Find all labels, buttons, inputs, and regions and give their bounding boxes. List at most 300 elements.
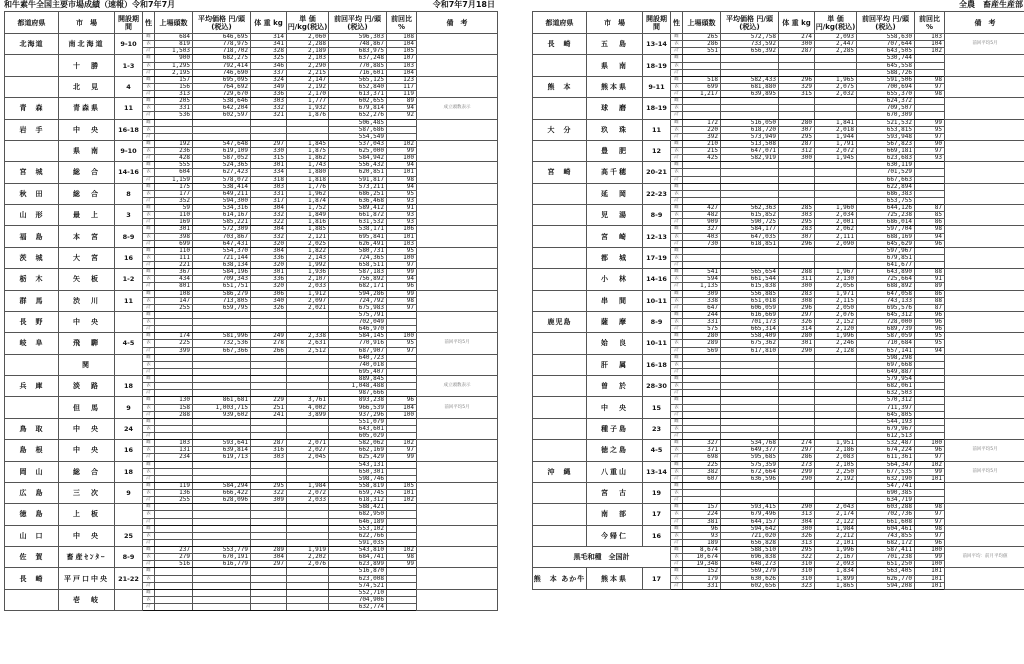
value-cell: [193, 383, 251, 390]
sex-label: 去: [143, 425, 155, 432]
period-cell: 12: [643, 140, 671, 161]
value-cell: 729,670: [193, 91, 251, 98]
sex-label: 去: [671, 447, 683, 454]
value-cell: 605,029: [329, 433, 387, 440]
value-cell: [683, 69, 721, 76]
value-cell: 229: [251, 397, 287, 404]
value-cell: 236: [155, 148, 193, 155]
market-name: 但 馬: [59, 397, 115, 418]
market-name: 総 合: [59, 461, 115, 482]
value-cell: 689,739: [857, 326, 915, 333]
value-cell: 1,951: [815, 440, 857, 447]
remarks-cell: [945, 247, 1024, 268]
value-cell: 313: [779, 511, 815, 518]
value-cell: 893,238: [329, 397, 387, 404]
value-cell: 1,944: [815, 133, 857, 140]
value-cell: 516,050: [721, 119, 779, 126]
value-cell: 2,027: [287, 447, 329, 454]
value-cell: 2,062: [815, 226, 857, 233]
value-cell: 381: [683, 518, 721, 525]
value-cell: 304: [251, 247, 287, 254]
value-cell: [193, 475, 251, 482]
table-row: [5, 34, 498, 41]
value-cell: [721, 98, 779, 105]
sex-label: 去: [671, 511, 683, 518]
sex-label: 計: [671, 240, 683, 247]
period-cell: 18-19: [643, 98, 671, 119]
table-row: [533, 376, 1024, 383]
value-cell: 103: [155, 440, 193, 447]
value-cell: 2,056: [815, 283, 857, 290]
value-cell: 700,694: [857, 83, 915, 90]
sex-label: 去: [143, 383, 155, 390]
value-cell: [287, 326, 329, 333]
sex-label: 去: [671, 532, 683, 539]
table-row: [533, 354, 1024, 361]
value-cell: 682,950: [329, 511, 387, 518]
value-cell: [193, 433, 251, 440]
value-cell: 725,664: [857, 276, 915, 283]
value-cell: 85: [915, 212, 945, 219]
remarks-cell: [417, 547, 498, 568]
value-cell: 584,177: [721, 226, 779, 233]
value-cell: 591,506: [857, 76, 915, 83]
pref-cell: 長 崎: [533, 34, 587, 55]
value-cell: [251, 126, 287, 133]
value-cell: [287, 354, 329, 361]
value-cell: 274: [779, 34, 815, 41]
value-cell: [779, 411, 815, 418]
period-cell: 12-13: [643, 226, 671, 247]
table-row: [5, 76, 498, 83]
market-name: 高千穂: [587, 162, 643, 183]
value-cell: 321: [251, 112, 287, 119]
value-cell: 311: [779, 276, 815, 283]
value-cell: 94: [387, 276, 417, 283]
sex-label: 雌: [143, 119, 155, 126]
value-cell: [915, 262, 945, 269]
market-name: 飛 騨: [59, 333, 115, 354]
table-row: [5, 440, 498, 447]
value-cell: 553,779: [193, 547, 251, 554]
pref-cell: [5, 140, 59, 161]
value-cell: 156: [155, 83, 193, 90]
value-cell: 641,677: [857, 262, 915, 269]
value-cell: [387, 511, 417, 518]
value-cell: 575,791: [329, 311, 387, 318]
pref-cell: 広 島: [5, 482, 59, 503]
value-cell: [779, 390, 815, 397]
table-row: [533, 504, 1024, 511]
value-cell: 521,532: [857, 119, 915, 126]
value-cell: 623,899: [329, 561, 387, 568]
value-cell: [815, 197, 857, 204]
sex-label: 計: [143, 497, 155, 504]
value-cell: 555: [155, 162, 193, 169]
remarks-cell: [417, 461, 498, 482]
value-cell: [155, 504, 193, 511]
period-cell: 11: [115, 98, 143, 119]
value-cell: 338: [683, 297, 721, 304]
value-cell: 300: [779, 155, 815, 162]
value-cell: [287, 433, 329, 440]
sex-label: 雌: [671, 205, 683, 212]
value-cell: 299: [779, 468, 815, 475]
value-cell: 336: [251, 254, 287, 261]
value-cell: [193, 354, 251, 361]
value-cell: 318: [251, 176, 287, 183]
remarks-cell: [417, 482, 498, 503]
sex-label: 計: [143, 561, 155, 568]
value-cell: [815, 169, 857, 176]
value-cell: 743,133: [857, 297, 915, 304]
value-cell: 101: [387, 233, 417, 240]
period-cell: [115, 354, 143, 375]
value-cell: [193, 461, 251, 468]
sex-label: 計: [671, 368, 683, 375]
remarks-cell: [945, 76, 1024, 97]
col-header-unit-price: 単 価 円/kg(税込): [287, 12, 329, 34]
col-header-prev-ratio: 前回比 %: [387, 12, 417, 34]
value-cell: [155, 354, 193, 361]
value-cell: [155, 525, 193, 532]
table-row: [5, 525, 498, 532]
value-cell: 646,970: [329, 326, 387, 333]
sex-label: 雌: [671, 525, 683, 532]
value-cell: 104: [387, 404, 417, 411]
market-name: 渋 川: [59, 290, 115, 311]
value-cell: 900: [155, 55, 193, 62]
sex-label: 計: [143, 539, 155, 546]
value-cell: 721,020: [721, 532, 779, 539]
value-cell: 100: [915, 561, 945, 568]
value-cell: 699: [683, 83, 721, 90]
value-cell: [779, 404, 815, 411]
value-cell: [155, 319, 193, 326]
value-cell: 778,975: [193, 41, 251, 48]
value-cell: 618,312: [329, 497, 387, 504]
market-name: 県 南: [587, 55, 643, 76]
value-cell: 100: [915, 440, 945, 447]
sex-label: 計: [671, 176, 683, 183]
market-name: 北 見: [59, 76, 115, 97]
value-cell: 594,642: [721, 525, 779, 532]
pref-cell: 大 分: [533, 119, 587, 140]
value-cell: 624,372: [857, 98, 915, 105]
value-cell: 224: [683, 511, 721, 518]
sex-label: 雌: [671, 55, 683, 62]
value-cell: [779, 482, 815, 489]
value-cell: 2,192: [287, 83, 329, 90]
remarks-cell: 成立頭数表示: [417, 98, 498, 119]
value-cell: [683, 176, 721, 183]
left-header: [4, 0, 497, 10]
value-cell: 587,183: [329, 269, 387, 276]
pref-cell: 長 崎: [5, 568, 59, 589]
value-cell: 620,851: [329, 169, 387, 176]
value-cell: 2,076: [815, 311, 857, 318]
value-cell: 649,887: [857, 368, 915, 375]
value-cell: 2,115: [815, 297, 857, 304]
remarks-cell: 前回平均5月: [945, 440, 1024, 461]
value-cell: 937,296: [329, 411, 387, 418]
value-cell: 636,468: [329, 197, 387, 204]
value-cell: 639,895: [721, 91, 779, 98]
value-cell: 570,312: [857, 397, 915, 404]
value-cell: 588,510: [721, 547, 779, 554]
value-cell: 95: [387, 247, 417, 254]
value-cell: 1,984: [815, 525, 857, 532]
value-cell: 625,429: [329, 454, 387, 461]
value-cell: [915, 112, 945, 119]
value-cell: [251, 461, 287, 468]
value-cell: [287, 119, 329, 126]
pref-cell: [533, 504, 587, 525]
value-cell: [155, 418, 193, 425]
sex-label: 去: [143, 554, 155, 561]
sex-label: 計: [671, 69, 683, 76]
value-cell: 2,338: [287, 333, 329, 340]
value-cell: 93: [915, 155, 945, 162]
value-cell: 558,819: [329, 482, 387, 489]
table-row: [533, 568, 1024, 575]
value-cell: 274: [779, 440, 815, 447]
sex-label: 去: [671, 276, 683, 283]
value-cell: 939,602: [193, 411, 251, 418]
value-cell: 158: [155, 404, 193, 411]
value-cell: 2,107: [287, 276, 329, 283]
value-cell: 595,685: [721, 454, 779, 461]
value-cell: 2,250: [815, 468, 857, 475]
value-cell: 598,746: [329, 475, 387, 482]
value-cell: 1,992: [287, 262, 329, 269]
value-cell: 314: [779, 326, 815, 333]
value-cell: 98: [915, 525, 945, 532]
period-cell: 17: [643, 504, 671, 525]
value-cell: 96: [915, 326, 945, 333]
value-cell: 626,491: [329, 240, 387, 247]
value-cell: 1,965: [815, 76, 857, 83]
sex-label: 去: [143, 169, 155, 176]
sex-label: 計: [671, 133, 683, 140]
value-cell: 819: [155, 41, 193, 48]
value-cell: 667,366: [193, 347, 251, 354]
value-cell: 569,279: [721, 568, 779, 575]
value-cell: [779, 190, 815, 197]
remarks-cell: [417, 205, 498, 226]
sex-label: 計: [671, 155, 683, 162]
value-cell: [193, 119, 251, 126]
value-cell: 266: [251, 347, 287, 354]
market-name: 玖 珠: [587, 119, 643, 140]
value-cell: 572,309: [193, 226, 251, 233]
sex-label: 去: [671, 468, 683, 475]
pref-cell: [533, 333, 587, 354]
value-cell: [287, 525, 329, 532]
value-cell: [193, 518, 251, 525]
period-cell: [115, 311, 143, 332]
value-cell: 100: [915, 547, 945, 554]
value-cell: 593,415: [721, 504, 779, 511]
value-cell: 716,601: [329, 69, 387, 76]
sex-label: 去: [671, 148, 683, 155]
remarks-cell: [417, 525, 498, 546]
value-cell: 2,170: [287, 91, 329, 98]
value-cell: 297: [779, 311, 815, 318]
value-cell: 98: [915, 91, 945, 98]
period-cell: 9: [115, 397, 143, 418]
value-cell: 91: [915, 276, 945, 283]
value-cell: 2,093: [815, 561, 857, 568]
table-row: [5, 226, 498, 233]
value-cell: 647: [683, 304, 721, 311]
value-cell: 748,867: [329, 41, 387, 48]
value-cell: 301: [251, 162, 287, 169]
sex-label: 去: [671, 575, 683, 582]
value-cell: 177: [155, 190, 193, 197]
value-cell: 331: [251, 190, 287, 197]
pref-cell: [533, 397, 587, 418]
value-cell: 97: [387, 447, 417, 454]
value-cell: 332: [251, 212, 287, 219]
sex-label: 雌: [671, 547, 683, 554]
market-name: 十 勝: [59, 55, 115, 76]
value-cell: [287, 383, 329, 390]
value-cell: 710,684: [857, 340, 915, 347]
sex-label: 雌: [143, 461, 155, 468]
value-cell: 2,147: [287, 76, 329, 83]
value-cell: 295: [779, 547, 815, 554]
pref-cell: [533, 183, 587, 204]
value-cell: 547,741: [857, 482, 915, 489]
value-cell: 733,592: [721, 41, 779, 48]
value-cell: [251, 361, 287, 368]
value-cell: [287, 390, 329, 397]
value-cell: [721, 376, 779, 383]
value-cell: [193, 582, 251, 589]
remarks-cell: [417, 290, 498, 311]
market-name: 熊本県: [587, 568, 643, 589]
value-cell: [155, 311, 193, 318]
value-cell: [155, 589, 193, 596]
sex-label: 去: [143, 190, 155, 197]
value-cell: 575: [683, 326, 721, 333]
value-cell: 518: [683, 76, 721, 83]
value-cell: 97: [915, 532, 945, 539]
value-cell: [251, 376, 287, 383]
value-cell: 308: [779, 297, 815, 304]
sex-label: 雌: [143, 418, 155, 425]
value-cell: 586,279: [193, 290, 251, 297]
value-cell: 1,849: [287, 212, 329, 219]
value-cell: [287, 596, 329, 603]
value-cell: [779, 361, 815, 368]
value-cell: 584,942: [329, 155, 387, 162]
sex-label: 計: [143, 262, 155, 269]
period-cell: 17: [643, 568, 671, 589]
value-cell: 649,377: [721, 447, 779, 454]
value-cell: 552,710: [329, 589, 387, 596]
value-cell: [193, 311, 251, 318]
value-cell: 2,111: [815, 233, 857, 240]
value-cell: [387, 568, 417, 575]
value-cell: 297: [251, 140, 287, 147]
value-cell: 131: [155, 447, 193, 454]
remarks-cell: [945, 568, 1024, 589]
value-cell: 309: [683, 290, 721, 297]
value-cell: 91: [387, 205, 417, 212]
value-cell: 909: [683, 219, 721, 226]
value-cell: [251, 433, 287, 440]
value-cell: 575,359: [721, 461, 779, 468]
value-cell: [815, 390, 857, 397]
value-cell: [779, 176, 815, 183]
market-name: 徳之島: [587, 440, 643, 461]
sex-label: 雌: [143, 311, 155, 318]
value-cell: 674,224: [857, 447, 915, 454]
value-cell: 1,752: [287, 205, 329, 212]
pref-cell: [533, 354, 587, 375]
value-cell: [683, 397, 721, 404]
value-cell: [721, 105, 779, 112]
value-cell: 296: [779, 240, 815, 247]
value-cell: 119: [387, 91, 417, 98]
report-title: 和牛素牛全国主要市場成績（速報）令和7年7月: [4, 0, 176, 9]
value-cell: 280: [779, 119, 815, 126]
value-cell: 563,405: [857, 568, 915, 575]
table-row: [533, 226, 1024, 233]
sex-label: 去: [143, 148, 155, 155]
value-cell: 1,834: [815, 568, 857, 575]
sex-label: 雌: [143, 397, 155, 404]
value-cell: 861,681: [193, 397, 251, 404]
remarks-cell: [417, 568, 498, 589]
value-cell: [193, 575, 251, 582]
value-cell: 101: [915, 568, 945, 575]
remarks-cell: 前回平均5月: [417, 397, 498, 418]
value-cell: 2,122: [815, 518, 857, 525]
value-cell: 594: [683, 276, 721, 283]
value-cell: 2,128: [815, 347, 857, 354]
value-cell: 309: [251, 497, 287, 504]
value-cell: [287, 126, 329, 133]
value-cell: 2,076: [287, 561, 329, 568]
value-cell: [387, 461, 417, 468]
value-cell: [387, 582, 417, 589]
table-row: [5, 397, 498, 404]
value-cell: 320: [251, 240, 287, 247]
value-cell: [779, 376, 815, 383]
value-cell: 579,954: [857, 376, 915, 383]
value-cell: 1,295: [155, 62, 193, 69]
table-row: [533, 461, 1024, 468]
value-cell: [815, 490, 857, 497]
col-header-remarks: 備 考: [417, 12, 498, 34]
period-cell: 10-11: [643, 290, 671, 311]
table-row: [5, 183, 498, 190]
value-cell: 637,248: [329, 55, 387, 62]
value-cell: [155, 468, 193, 475]
market-name: 今帰仁: [587, 525, 643, 546]
value-cell: 108: [155, 290, 193, 297]
sex-label: 計: [143, 48, 155, 55]
sex-label: 計: [671, 433, 683, 440]
value-cell: [287, 504, 329, 511]
value-cell: 606,059: [721, 304, 779, 311]
value-cell: 104: [915, 41, 945, 48]
value-cell: [721, 62, 779, 69]
market-name: 中 央: [587, 397, 643, 418]
